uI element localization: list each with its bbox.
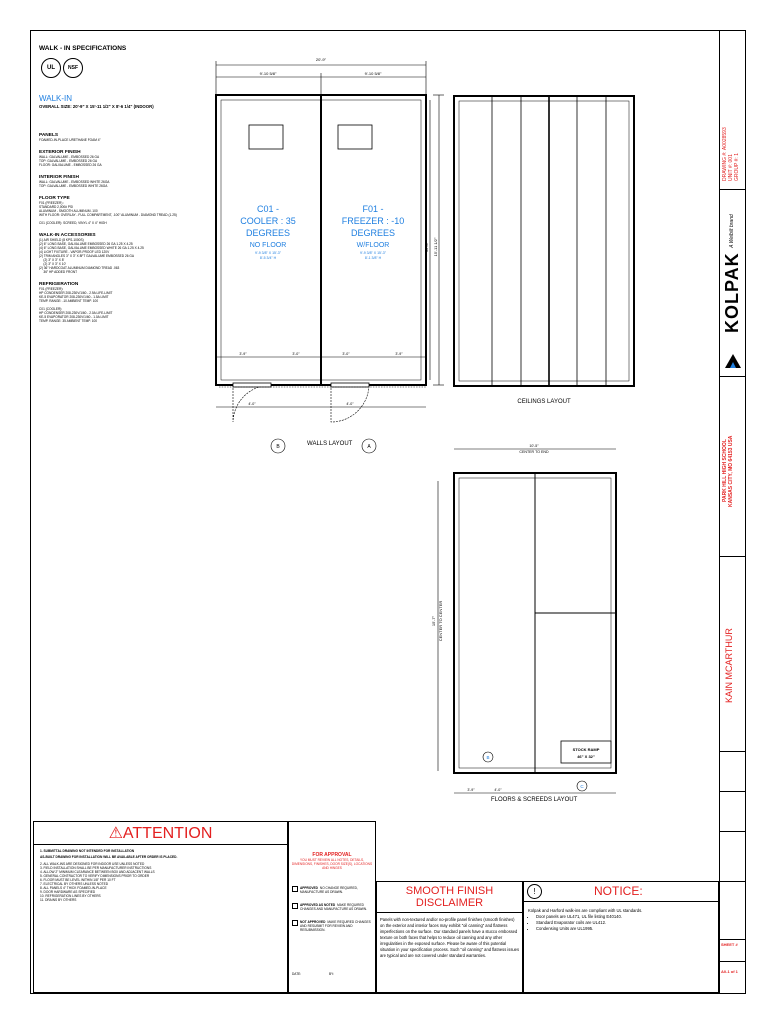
spec-line: STANDARD 2,000# PSI (39, 205, 73, 209)
cert-marks (39, 58, 209, 82)
ul-logo-icon: UL (41, 58, 61, 78)
project-line2: KANSAS CITY, MO 64153 USA (728, 435, 734, 507)
floor-marker-b: B (486, 755, 490, 760)
notice-list (528, 914, 714, 932)
approval-option-label: APPROVED (300, 886, 318, 890)
approval-options (289, 886, 375, 932)
drawing-info: DRAWING #: A0028593 UNIT #: 001 GROUP #: 1 (722, 127, 740, 181)
spec-line: (2) 36" HARDCOAT ALUMINUM DIAMOND TREAD .063 (39, 266, 120, 270)
spec-line: C01 (COOLER): (39, 307, 63, 311)
freezer-label-3: DEGREES (350, 228, 396, 238)
spec-line: WALL: GALVALUME - EMBOSSED WHITE 26GA (39, 180, 110, 184)
approval-block (288, 821, 376, 993)
spec-section-title: EXTERIOR FINISH (39, 150, 81, 155)
floor-bottom-dim-2: 4'-0" (494, 788, 502, 792)
project-info (722, 391, 744, 551)
spec-line: (4) 6" LONG BASE, GALVALUME EMBOSSED WHITE 26 GA 1.25 X 4.25 (39, 246, 144, 250)
drawing-sheet (30, 30, 746, 994)
nsf-logo-icon: NSF (63, 58, 83, 78)
door-b-marker: B (276, 444, 280, 450)
ramp-label-1: STOCK RAMP (572, 747, 600, 752)
spec-line: TEMP. RANGE: 35 AMBIENT TEMP. 100 (39, 319, 98, 323)
spec-line: C01 (COOLER): SCREED, VINYL 4" X 4" HIGH (39, 221, 107, 225)
spec-line: KE-5 EVAPORATOR 208-230V/1/60 - 1.0A LIMIT (39, 315, 109, 319)
approval-option-text: MAKE REQUIRED CHANGES AND RESUBMIT FOR REVIEW AND RESUBMISSION. (300, 920, 371, 932)
info-icon: ! (527, 884, 542, 899)
spec-line: HP CONDENSER 208-230V/1/60 - 2.0A LIFE-LIMIT (39, 311, 113, 315)
bottom-dim-3: 3'-0" (342, 352, 350, 356)
spec-section (39, 175, 209, 188)
approval-checkbox[interactable] (292, 920, 298, 926)
floor-bottom-dim-1: 3'-9" (467, 788, 475, 792)
spec-line: WITH FLOOR: OVERLAY - FULL COMPARTMENT, .100" ALUMINUM - DIAMOND TREAD (1.25) (39, 213, 177, 217)
attention-note: 6. FLOOR MUST BE LEVEL WITHIN 1/8" PER 10 FT (40, 878, 116, 882)
spec-section-title: PANELS (39, 133, 59, 138)
spec-line: (2) 3" X 3" X 8' (39, 258, 65, 262)
attention-title: ⚠ATTENTION (108, 825, 213, 842)
ramp-label-2: 46" X 32" (577, 754, 595, 759)
attention-note: 2. ALL WALK-INS ARE DESIGNED FOR INDOOR USE UNLESS NOTED (40, 862, 145, 866)
brand-name: KOLPAK (722, 252, 742, 334)
cooler-label-1: C01 - (256, 204, 280, 214)
project-line1: PARK HILL HIGH SCHOOL (722, 439, 728, 503)
spec-section-title: REFRIGERATION (39, 282, 79, 287)
approval-subtitle: YOU MUST REVIEW ALL NOTES, DETAILS, DIMENSIONS, FINISHES, DOOR SIZE(S), LOCATIONS AND HINGES (291, 858, 373, 870)
attention-note: 3. FIELD INSTALLATION SHALL BE PER MANUFACTURER INSTRUCTIONS (40, 866, 152, 870)
overall-dim: 20'-9" (315, 57, 327, 62)
ceilings-layout-drawing (449, 81, 641, 411)
group-number: 1 (734, 153, 740, 156)
spec-line: FOAMED-IN-PLACE URETHANE FOAM 4" (39, 138, 101, 142)
floors-layout-drawing (426, 441, 641, 811)
spec-line: 36" HP ADDED FRONT (39, 270, 78, 274)
unit-number: 001 (728, 154, 734, 163)
attention-line1: 1. SUBMITTAL DRAWING NOT INTENDED FOR INSTALLATION (40, 849, 135, 853)
walkin-heading: WALK-IN (39, 94, 73, 103)
floor-top-note: CENTER TO END (519, 450, 549, 454)
spec-line: F01 (FREEZER) : (39, 201, 65, 205)
notice-intro: Kolpak and Harford walk-ins are compliant with UL standards. (528, 908, 643, 913)
floor-top-dim: 10'-5" (529, 444, 539, 448)
spec-line: TOP: GALVALUME - EMBOSSED WHITE 26GA (39, 184, 108, 188)
notice-block (523, 881, 719, 993)
spec-line: (1) AIR SHIELD (8 KPS-1000S) (39, 238, 84, 242)
approval-checkbox[interactable] (292, 886, 298, 892)
bottom-dim-4: 3'-9" (395, 352, 403, 356)
spec-title: WALK - IN SPECIFICATIONS (39, 45, 127, 52)
freezer-size-2: 8'-1 3/8" H (364, 256, 382, 260)
spec-section (39, 196, 209, 225)
notice-item: • Door panels are UL471, UL file listing E40140. (536, 914, 714, 920)
freezer-label-1: F01 - (362, 204, 384, 214)
floor-marker-c: C (580, 784, 584, 789)
floor-side-note: CENTER TO CENTER (438, 600, 443, 642)
approval-option-label: APPROVED AS NOTED (300, 903, 336, 907)
approval-option (292, 886, 372, 894)
walls-layout-drawing (201, 47, 446, 477)
freezer-size-1: 9'-9 3/8" X 15'-3" (359, 251, 387, 255)
depth-dim: 15'-11 1/2" (433, 237, 438, 257)
spec-sections (39, 133, 209, 323)
kolpak-logo (722, 199, 744, 349)
spec-line: (4) LIGHT FIXTURE - VAPOR-PROOF LED 120V (39, 250, 110, 254)
attention-note: 7. ELECTRICAL BY OTHERS UNLESS NOTED (40, 882, 109, 886)
approval-checkbox[interactable] (292, 903, 298, 909)
cooler-floor: NO FLOOR (249, 242, 287, 249)
cooler-size-2: 8'-5 3/4" H (259, 256, 277, 260)
warning-icon: ⚠ (108, 825, 123, 842)
spec-line: WALL: GALVALUME - EMBOSSED 26 GA (39, 155, 100, 159)
attention-line2: AS-BUILT DRAWING FOR INSTALLATION WILL BE AVAILABLE AFTER ORDER IS PLACED. (40, 855, 178, 859)
approval-by: BY: (329, 972, 334, 976)
cooler-label-2: COOLER : 35 (240, 216, 296, 226)
attention-note: 5. GENERAL CONTRACTOR TO VERIFY DIMENSIONS PRIOR TO ORDER (40, 874, 150, 878)
spec-section (39, 133, 209, 142)
spec-section-title: INTERIOR FINISH (39, 175, 79, 180)
notice-item: • Standard Evaporator coils are UL412. (536, 920, 714, 926)
door-dim-2: 4'-0" (346, 402, 354, 406)
bottom-dim-1: 3'-9" (239, 352, 247, 356)
attention-note: 9. DOOR HARDWARE AS SPECIFIED (40, 890, 96, 894)
approval-option-text: NO CHANGE REQUIRED, MANUFACTURE AS DRAWN. (300, 886, 358, 894)
spec-line: F01 (FREEZER): (39, 287, 64, 291)
sheet-number: A0-1 of 1 (721, 969, 738, 974)
attention-note: 11. DRAINS BY OTHERS (40, 898, 77, 902)
attention-note: 10. REFRIGERATION LINES BY OTHERS (40, 894, 101, 898)
floors-layout-label: FLOORS & SCREEDS LAYOUT (491, 797, 578, 803)
spec-line: (2) 3" X 3" X 10' (39, 262, 66, 266)
brand-tagline: A Welbilt brand (729, 214, 735, 249)
overall-size: OVERALL SIZE: 20'-9" X 15'-11 1/2" X 8'-6 1/4" (INDOOR) (39, 104, 154, 109)
freezer-floor: W/FLOOR (356, 242, 390, 249)
spec-line: FLOOR: GALVALUME - EMBOSSED 26 GA (39, 163, 102, 167)
spec-line: TEMP. RANGE: -10 AMBIENT TEMP. 100 (39, 299, 99, 303)
spec-line: HP CONDENSER 208-230V/1/60 - 2.9A LIFE-LIMIT (39, 291, 113, 295)
kolpak-mark-icon (724, 353, 742, 369)
floor-side-dim: 15'-7" (431, 615, 436, 627)
attention-note: 4. ALLOW 2" MINIMUM CLEARANCE BETWEEN BOX AND ADJACENT WALLS (40, 870, 155, 874)
spec-line: ALUMINUM - SMOOTH ALUMINUM .100 (39, 209, 98, 213)
inner-depth-dim: 15'-3" (424, 241, 429, 253)
bottom-dim-2: 3'-0" (292, 352, 300, 356)
attention-block (33, 821, 288, 993)
approval-option (292, 920, 372, 932)
spec-section-title: WALK-IN ACCESSORIES (39, 233, 96, 238)
left-dim: 9'-10 5/8" (259, 71, 277, 76)
approval-option-label: NOT APPROVED (300, 920, 326, 924)
spec-section-title: FLOOR TYPE (39, 196, 70, 201)
disclaimer-block (376, 881, 523, 993)
walls-layout-label: WALLS LAYOUT (307, 441, 353, 447)
notice-item: • Condensing Units are UL1995. (536, 926, 714, 932)
spec-section (39, 150, 209, 167)
dealer-name: KAIN MCARTHUR (724, 628, 734, 704)
attention-note: 8. ALL PANELS 4" THICK FOAMED-IN-PLACE (40, 886, 107, 890)
right-dim: 9'-10 5/8" (364, 71, 382, 76)
notice-title: NOTICE: (594, 884, 643, 898)
approval-option-text: MAKE REQUIRED CHANGES AND MANUFACTURE AS DRAWN. (300, 903, 368, 911)
spec-column (39, 45, 209, 331)
ceilings-layout-label: CEILINGS LAYOUT (517, 399, 571, 405)
spec-section (39, 233, 209, 274)
disclaimer-title: SMOOTH FINISH DISCLAIMER (377, 882, 522, 913)
sheet-label: SHEET # (721, 942, 738, 947)
title-block (719, 31, 746, 993)
cooler-label-3: DEGREES (245, 228, 291, 238)
attention-notes (40, 862, 281, 902)
approval-option (292, 903, 372, 911)
disclaimer-text: Panels with non-textured and/or no-profile panel finishes (smooth finishes) on the exterior and interior faces may exhibit "oil canning" and flatness imperfections on the surface. Our standard panels have a stucco embossed texture on both faces that helps to reduce oil canning and any other irregularities in the exposed surface. Please be aware of this potential situation in your specification process. Such "oil canning" and flatness issues are typical and are not covered under standard warranties. (380, 917, 519, 958)
drawing-number: A0028593 (722, 127, 728, 151)
cooler-size-1: 9'-9 3/8" X 15'-3" (254, 251, 282, 255)
spec-section (39, 282, 209, 323)
spec-line: TOP: GALVALUME - EMBOSSED 26 GA (39, 159, 98, 163)
door-dim-1: 4'-0" (248, 402, 256, 406)
approval-title: FOR APPROVAL (312, 852, 352, 858)
spec-line: KE-5 EVAPORATOR 208-230V/1/60 - 1.5A LIMIT (39, 295, 109, 299)
approval-date: DATE: (292, 972, 302, 976)
spec-line: (2) TRIM ANGLES 3" X 3" X 8FT GALVALUME EMBOSSED 26 GA (39, 254, 135, 258)
freezer-label-2: FREEZER : -10 (341, 216, 405, 226)
spec-line: (2) 6" LONG BASE, GALVALUME EMBOSSED 26 GA 1.25 X 4.25 (39, 242, 133, 246)
door-a-marker: A (367, 444, 371, 450)
